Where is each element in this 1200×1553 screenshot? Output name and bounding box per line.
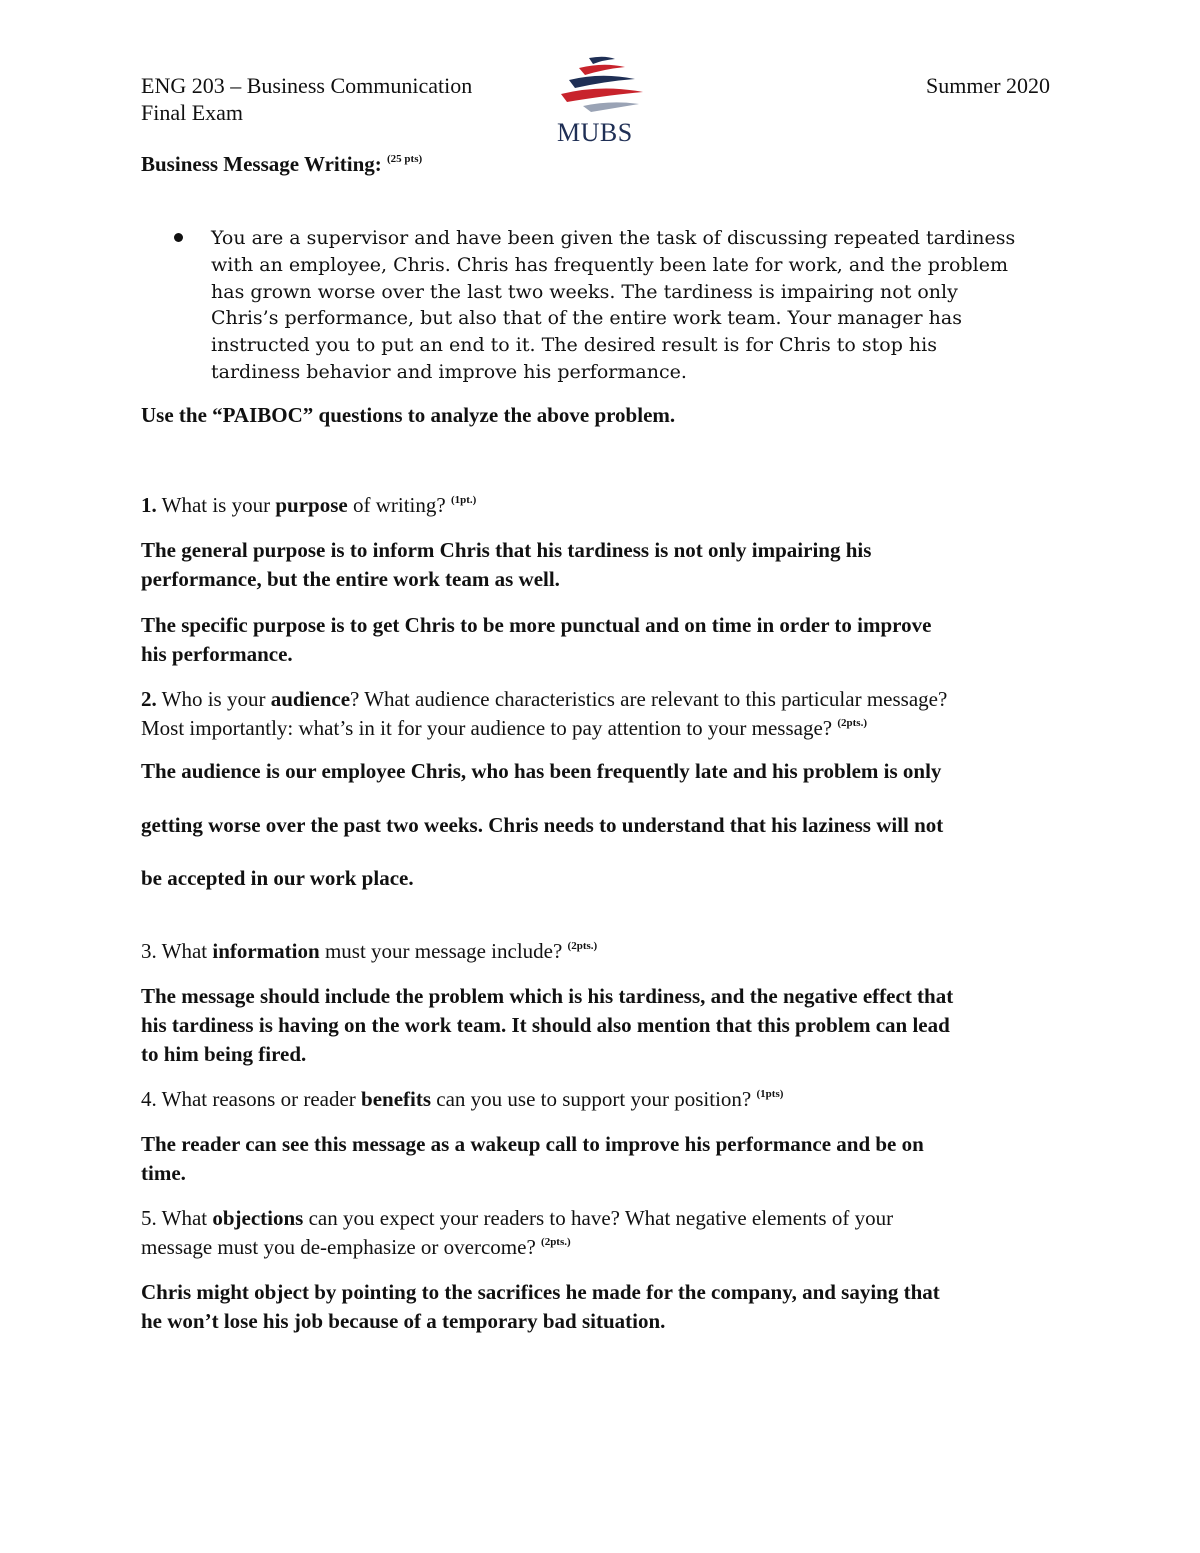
- answer-5: Chris might object by pointing to the sacrifices he made for the company, and saying that he won’t lose his job because of a temporary bad situation.: [141, 1280, 940, 1333]
- question-4: 4. What reasons or reader benefits can you use to support your position? $^{(1pts)}$: [141, 1087, 784, 1111]
- scenario-text: You are a supervisor and have been given the task of discussing repeated tardiness with an employee, Chris. Chris has frequently been late for work, and the problem has grown worse over the last two weeks. The tardiness is impairing not only Chris’s performance, but also that of the entire work team. Your manager has instructed you to put an end to it. The desired result is for Chris to stop his tardiness behavior and improve his performance.: [211, 227, 1016, 383]
- mubs-logo: [553, 54, 653, 150]
- answer-1-general: The general purpose is to inform Chris that his tardiness is not only impairing his performance, but the entire work team as well.: [141, 538, 872, 591]
- bullet-icon: [174, 233, 183, 242]
- question-1: 1. What is your purpose of writing? $^{(1pt.)}$: [141, 493, 477, 517]
- question-5: 5. What objections can you expect your readers to have? What negative elements of your message must you de-emphasize or overcome? $^{(2pts.)}$: [141, 1206, 894, 1259]
- exam-title: Final Exam: [141, 100, 244, 125]
- answer-2: The audience is our employee Chris, who has been frequently late and his problem is only getting worse over the past two weeks. Chris needs to understand that his laziness will not be accepted in our work place.: [141, 759, 944, 890]
- instruction: Use the “PAIBOC” questions to analyze the above problem.: [141, 403, 676, 427]
- answer-4: The reader can see this message as a wakeup call to improve his performance and be on time.: [141, 1132, 924, 1185]
- section-title: Business Message Writing: $^{(25 pts)}$: [141, 152, 423, 176]
- answer-1-specific: The specific purpose is to get Chris to be more punctual and on time in order to improve his performance.: [141, 613, 932, 666]
- logo-text: MUBS: [557, 118, 633, 147]
- mubs-logo-icon: [553, 54, 653, 118]
- course-title: ENG 203 – Business Communication: [141, 73, 473, 98]
- answer-3: The message should include the problem which is his tardiness, and the negative effect that his tardiness is having on the work team. It should also mention that this problem can lead to him being fired.: [141, 984, 954, 1066]
- section-points: (25 pts): [387, 153, 423, 165]
- question-3: 3. What information must your message include? $^{(2pts.)}$: [141, 939, 598, 963]
- exam-term: Summer 2020: [926, 73, 1051, 98]
- question-2: 2. Who is your audience? What audience characteristics are relevant to this particular message? Most importantly: what’s in it for your audience to pay attention to your message? $^{(2pts.)}$: [141, 687, 948, 740]
